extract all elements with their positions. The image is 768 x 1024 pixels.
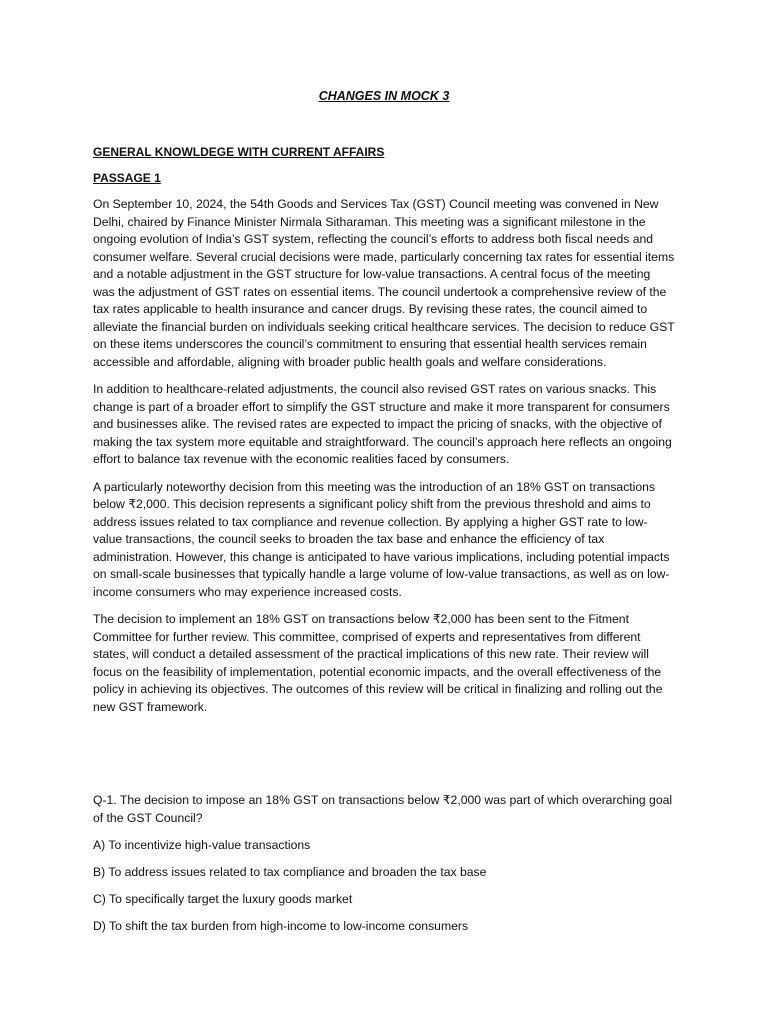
- option-d: D) To shift the tax burden from high-income to low-income consumers: [93, 919, 469, 933]
- question-block: [93, 792, 675, 945]
- option-b: B) To address issues related to tax compliance and broaden the tax base: [93, 865, 487, 879]
- passage-body: [93, 196, 675, 726]
- question-stem: Q-1. The decision to impose an 18% GST on transactions below ₹2,000 was part of which overarching goal of the GST Council?: [93, 793, 673, 825]
- option-c: C) To specifically target the luxury goods market: [93, 892, 353, 906]
- document-title: CHANGES IN MOCK 3: [318, 89, 450, 103]
- passage-paragraph-4: The decision to implement an 18% GST on transactions below ₹2,000 has been sent to the Fitment Committee for further review. This committee, comprised of experts and representatives from different states, will conduct a detailed assessment of the practical implications of this new rate. Their review will focus on the feasibility of implementation, potential economic impacts, and the overall effectiveness of the policy in achieving its objectives. The outcomes of this review will be critical in finalizing and rolling out the new GST framework.: [93, 612, 663, 714]
- passage-paragraph-2: In addition to healthcare-related adjustments, the council also revised GST rates on various snacks. This change is part of a broader effort to simplify the GST structure and make it more transparent for consumers and businesses alike. The revised rates are expected to impact the pricing of snacks, with the objective of making the tax system more equitable and straightforward. The council’s approach here reflects an ongoing effort to balance tax revenue with the economic realities faced by consumers.: [93, 382, 672, 466]
- option-a: A) To incentivize high-value transactions: [93, 838, 311, 852]
- passage-paragraph-3: A particularly noteworthy decision from this meeting was the introduction of an 18% GST on transactions below ₹2,000. This decision represents a significant policy shift from the previous threshold and aims to address issues related to tax compliance and revenue collection. By applying a higher GST rate to low-value transactions, the council seeks to broaden the tax base and enhance the efficiency of tax administration. However, this change is anticipated to have various implications, including potential impacts on small-scale businesses that typically handle a large volume of low-value transactions, as well as on low-income consumers who may experience increased costs.: [93, 479, 670, 599]
- section-heading: GENERAL KNOWLDEGE WITH CURRENT AFFAIRS: [93, 145, 385, 159]
- passage-paragraph-1: On September 10, 2024, the 54th Goods and Services Tax (GST) Council meeting was convened in New Delhi, chaired by Finance Minister Nirmala Sitharaman. This meeting was a significant milestone in the ongoing evolution of India’s GST system, reflecting the council’s efforts to address both fiscal needs and consumer welfare. Several crucial decisions were made, particularly concerning tax rates for essential items and a notable adjustment in the GST structure for low-value transactions. A central focus of the meeting was the adjustment of GST rates on essential items. The council undertook a comprehensive review of the tax rates applicable to health insurance and cancer drugs. By revising these rates, the council aimed to alleviate the financial burden on individuals seeking critical healthcare services. The decision to reduce GST on these items underscores the council’s commitment to ensuring that essential health services remain accessible and affordable, aligning with broader public health goals and welfare considerations.: [93, 197, 675, 369]
- passage-heading: PASSAGE 1: [93, 171, 161, 185]
